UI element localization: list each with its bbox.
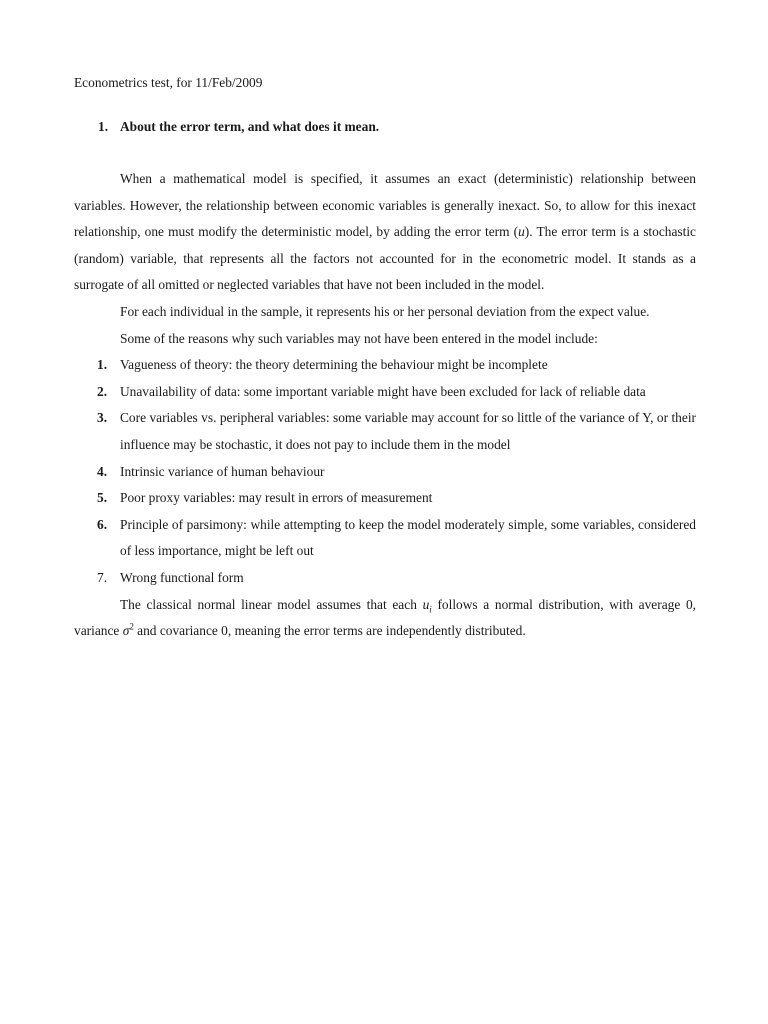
sigma-exponent: 2 xyxy=(129,621,134,632)
paragraph-error-term: When a mathematical model is specified, it assumes an exact (deterministic) relationship between variables. However, the relationship between economic variables is generally inexact. So, to allow for this inexact relationship, one must modify the deterministic model, by adding the error term (u). The error term is a stochastic (random) variable, that represents all the factors not accounted for in the econometric model. It stands as a surrogate of all omitted or neglected variables that have not been included in the model. xyxy=(74,171,696,293)
list-item: 1. Vagueness of theory: the theory determining the behaviour might be incomplete xyxy=(97,357,548,373)
section-heading-number: 1. xyxy=(98,119,109,134)
paragraph-individual-deviation: For each individual in the sample, it represents his or her personal deviation from the expect value. xyxy=(120,303,650,319)
document-page xyxy=(74,72,696,645)
list-item: 3. Core variables vs. peripheral variables: some variable may account for so little of the variance of Y, or their influence may be stochastic, it does not pay to include them in the model xyxy=(97,410,696,452)
sigma-symbol: σ xyxy=(122,623,130,639)
paragraph-reasons-intro: Some of the reasons why such variables may not have been entered in the model include: xyxy=(120,330,598,346)
list-item: 6. Principle of parsimony: while attempting to keep the model moderately simple, some variables, considered of less importance, might be left out xyxy=(97,516,696,559)
paragraph-classical-model: The classical normal linear model assumes that each $u_i$ follows a normal distribution, with average 0, variance $\sigma^2$ and covariance 0, meaning the error terms are independently distributed. xyxy=(74,596,696,639)
list-item: 7. Wrong functional form xyxy=(97,569,244,585)
error-term-symbol: u xyxy=(518,224,525,240)
error-term-symbol: $u_i$ xyxy=(422,596,432,615)
list-item: 4. Intrinsic variance of human behaviour xyxy=(97,463,325,479)
section-heading xyxy=(74,116,696,138)
section-heading-text: About the error term, and what does it mean. xyxy=(120,119,380,134)
list-item: 2. Unavailability of data: some important variable might have been excluded for lack of reliable data xyxy=(97,383,646,399)
document-header: Econometrics test, for 11/Feb/2009 xyxy=(74,75,263,90)
list-item: 5. Poor proxy variables: may result in errors of measurement xyxy=(97,490,433,506)
reasons-list xyxy=(74,352,696,591)
